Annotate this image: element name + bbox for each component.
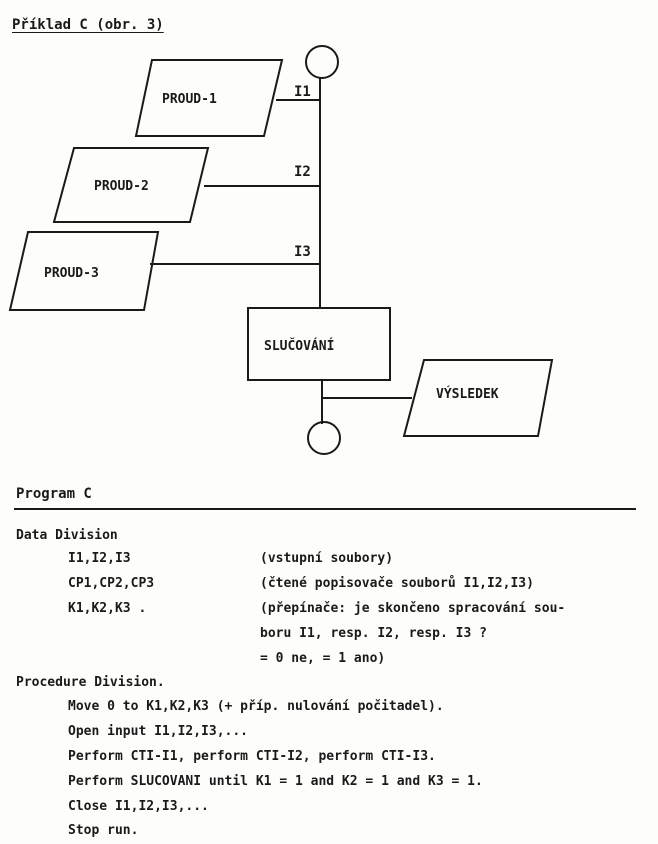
data-row-desc: (čtené popisovače souborů I1,I2,I3) <box>260 576 534 591</box>
page-title: Příklad C (obr. 3) <box>12 17 164 33</box>
end-connector-circle <box>308 422 340 454</box>
data-row-desc: boru I1, resp. I2, resp. I3 ? <box>260 626 487 641</box>
data-row-name: CP1,CP2,CP3 <box>68 576 155 591</box>
start-connector-circle <box>306 46 338 78</box>
section-divider <box>14 508 636 510</box>
data-row-desc: (vstupní soubory) <box>260 551 394 566</box>
procedure-line: Stop run. <box>68 823 139 838</box>
data-row-desc: (přepínače: je skončeno spracování sou- <box>260 601 566 616</box>
procedure-line: Perform CTI-I1, perform CTI-I2, perform CTI-I3. <box>68 749 436 764</box>
input-proud-2-label: PROUD-2 <box>94 179 149 194</box>
program-title: Program C <box>16 486 92 502</box>
procedure-line: Move 0 to K1,K2,K3 (+ příp. nulování počitadel). <box>68 699 444 714</box>
procedure-division-heading: Procedure Division. <box>16 675 165 690</box>
procedure-line: Open input I1,I2,I3,... <box>68 724 249 739</box>
data-row-desc: = 0 ne, = 1 ano) <box>260 651 386 666</box>
process-label: SLUČOVÁNÍ <box>264 339 335 354</box>
procedure-line: Perform SLUCOVANI until K1 = 1 and K2 = 1 and K3 = 1. <box>68 774 483 789</box>
procedure-line: Close I1,I2,I3,... <box>68 799 209 814</box>
input-proud-1-label: PROUD-1 <box>162 92 217 107</box>
link-i3-label: I3 <box>294 244 311 260</box>
output-label: VÝSLEDEK <box>436 387 499 402</box>
data-division-heading: Data Division <box>16 528 118 543</box>
input-proud-3-label: PROUD-3 <box>44 266 99 281</box>
link-i2-label: I2 <box>294 164 311 180</box>
data-row-name: K1,K2,K3 . <box>68 601 147 616</box>
data-row-name: I1,I2,I3 <box>68 551 131 566</box>
link-i1-label: I1 <box>294 84 311 100</box>
